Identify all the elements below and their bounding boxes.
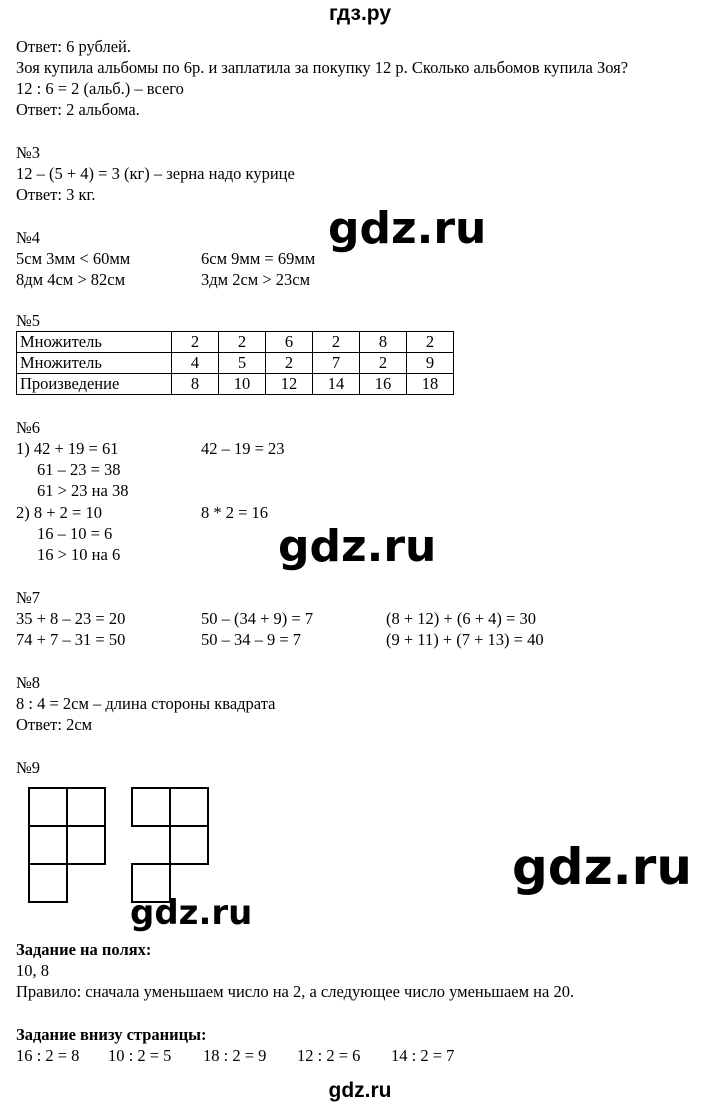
table-cell: 14: [313, 374, 360, 395]
task9-figures: [28, 787, 213, 907]
prev-problem: Зоя купила альбомы по 6р. и заплатила за покупку 12 р. Сколько альбомов купила Зоя?: [16, 58, 629, 77]
task3-calc: 12 – (5 + 4) = 3 (кг) – зерна надо курице: [16, 164, 295, 183]
watermark: gdz.ru: [328, 203, 487, 254]
task7-title: №7: [16, 588, 40, 607]
task7-expr: (8 + 12) + (6 + 4) = 30: [386, 609, 536, 628]
table-cell: 2: [172, 332, 219, 353]
task6-line: 61 > 23 на 38: [37, 481, 129, 500]
margin-task-rule: Правило: сначала уменьшаем число на 2, а следующее число уменьшаем на 20.: [16, 982, 575, 1001]
task4-c: 8дм 4см > 82см: [16, 270, 126, 289]
table-cell: 12: [266, 374, 313, 395]
task6-line: 1) 42 + 19 = 61: [16, 439, 119, 458]
task7-expr: (9 + 11) + (7 + 13) = 40: [386, 630, 544, 649]
task7-expr: 74 + 7 – 31 = 50: [16, 630, 126, 649]
task6-line: 8 * 2 = 16: [201, 503, 269, 522]
table-cell: 2: [313, 332, 360, 353]
table-row: [17, 353, 454, 374]
table-cell: 5: [219, 353, 266, 374]
task4-b: 6см 9мм = 69мм: [201, 249, 316, 268]
prev-calc: 12 : 6 = 2 (альб.) – всего: [16, 79, 184, 98]
task5-table: [16, 331, 454, 395]
task5-title: №5: [16, 311, 40, 330]
prev-answer-2: Ответ: 2 альбома.: [16, 100, 140, 119]
bottom-task-item: 14 : 2 = 7: [391, 1046, 455, 1065]
watermark: gdz.ru: [512, 838, 692, 896]
table-cell: 16: [360, 374, 407, 395]
row-label: Произведение: [17, 374, 172, 395]
table-row: [17, 332, 454, 353]
bottom-task-item: 12 : 2 = 6: [297, 1046, 361, 1065]
site-footer: gdz.ru: [328, 1079, 392, 1102]
figure-square: [67, 826, 105, 864]
table-cell: 10: [219, 374, 266, 395]
task8-calc: 8 : 4 = 2см – длина стороны квадрата: [16, 694, 276, 713]
task4-a: 5см 3мм < 60мм: [16, 249, 131, 268]
bottom-task-item: 18 : 2 = 9: [203, 1046, 267, 1065]
figure-square: [29, 864, 67, 902]
task9-title: №9: [16, 758, 40, 777]
task6-line: 61 – 23 = 38: [37, 460, 121, 479]
table-cell: 18: [407, 374, 454, 395]
site-header: гдз.ру: [328, 2, 392, 25]
task7-expr: 50 – 34 – 9 = 7: [201, 630, 302, 649]
task4-d: 3дм 2см > 23см: [201, 270, 311, 289]
table-cell: 2: [360, 353, 407, 374]
task4-title: №4: [16, 228, 40, 247]
bottom-task-title: Задание внизу страницы:: [16, 1025, 207, 1044]
watermark: gdz.ru: [278, 521, 437, 572]
task6-line: 2) 8 + 2 = 10: [16, 503, 102, 522]
task8-answer: Ответ: 2см: [16, 715, 93, 734]
figure-square: [170, 826, 208, 864]
task3-title: №3: [16, 143, 40, 162]
task6-line: 16 > 10 на 6: [37, 545, 121, 564]
table-cell: 6: [266, 332, 313, 353]
figure-square: [170, 788, 208, 826]
table-cell: 8: [172, 374, 219, 395]
figure-square: [29, 826, 67, 864]
margin-task-title: Задание на полях:: [16, 940, 152, 959]
table-cell: 7: [313, 353, 360, 374]
figure-square: [132, 788, 170, 826]
table-cell: 9: [407, 353, 454, 374]
figure-square: [67, 788, 105, 826]
bottom-task-item: 10 : 2 = 5: [108, 1046, 172, 1065]
task7-expr: 35 + 8 – 23 = 20: [16, 609, 126, 628]
margin-task-answer: 10, 8: [16, 961, 49, 980]
table-cell: 2: [407, 332, 454, 353]
table-cell: 2: [266, 353, 313, 374]
task6-line: 42 – 19 = 23: [201, 439, 285, 458]
task6-title: №6: [16, 418, 40, 437]
table-row: [17, 374, 454, 395]
task8-title: №8: [16, 673, 40, 692]
row-label: Множитель: [17, 353, 172, 374]
task6-line: 16 – 10 = 6: [37, 524, 113, 543]
watermark: gdz.ru: [130, 893, 253, 933]
task3-answer: Ответ: 3 кг.: [16, 185, 96, 204]
table-cell: 4: [172, 353, 219, 374]
table-cell: 2: [219, 332, 266, 353]
figure-square: [29, 788, 67, 826]
prev-answer: Ответ: 6 рублей.: [16, 37, 132, 56]
row-label: Множитель: [17, 332, 172, 353]
bottom-task-item: 16 : 2 = 8: [16, 1046, 80, 1065]
table-cell: 8: [360, 332, 407, 353]
task7-expr: 50 – (34 + 9) = 7: [201, 609, 314, 628]
